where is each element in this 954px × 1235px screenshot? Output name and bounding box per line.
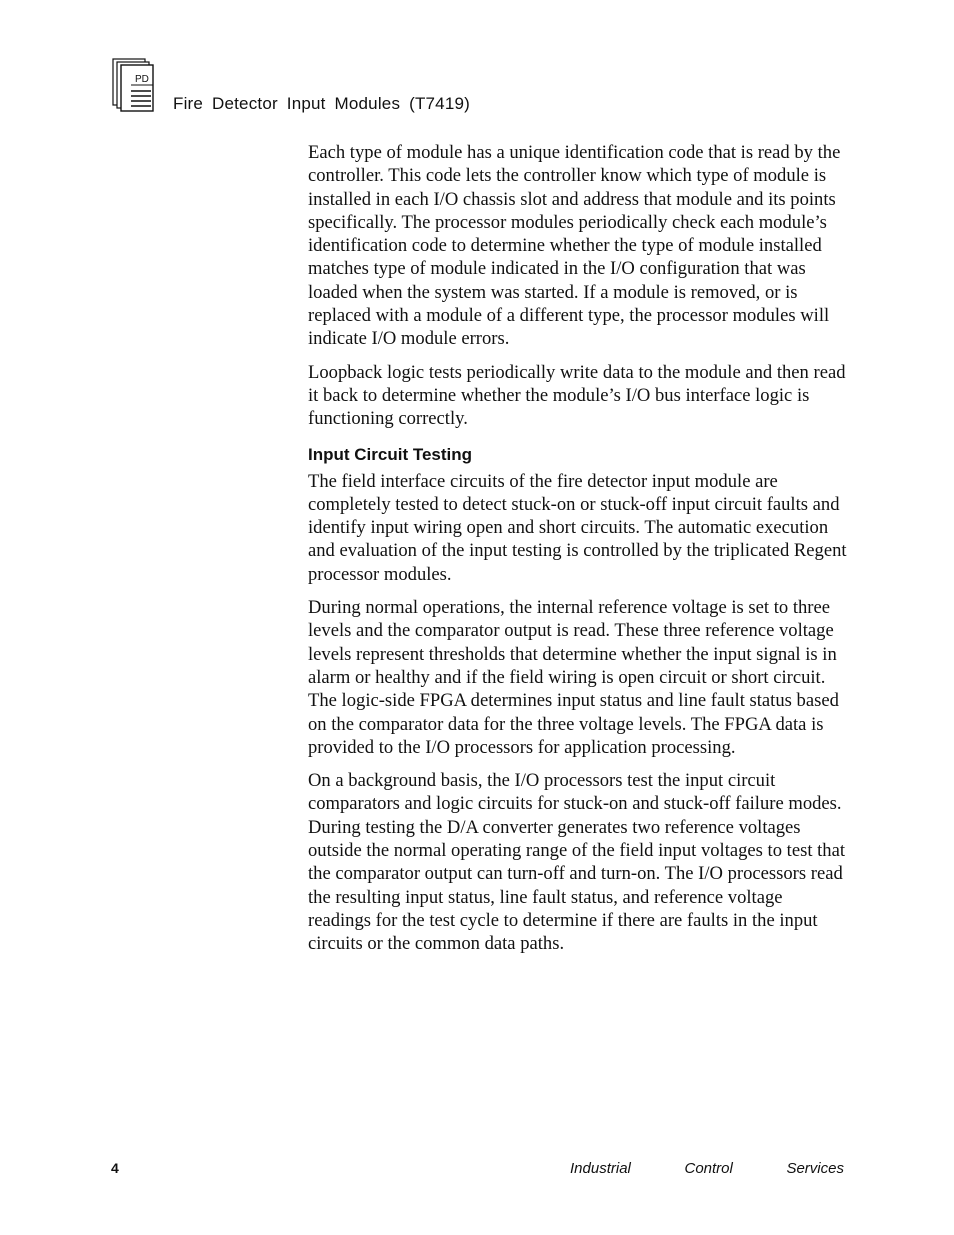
page-number: 4 bbox=[111, 1160, 119, 1176]
paragraph-normal-operations: During normal operations, the internal reference voltage is set to three levels and the comparator output is read. These three reference voltage levels represent thresholds that determine whether the input signal is in alarm or healthy and if the field wiring is open circuit or short circuit. The logic-side FPGA determines input status and line fault status based on the comparator data for the three voltage levels. The FPGA data is provided to the I/O processors for application processing. bbox=[308, 597, 839, 758]
footer-brand bbox=[570, 1160, 844, 1177]
logo-text: PD bbox=[135, 74, 149, 85]
paragraph-background-testing: On a background basis, the I/O processors test the input circuit comparators and logic circuits for stuck-on and stuck-off failure modes. During testing the D/A converter generates two reference voltages outside the normal operating range of the field input voltages to test that the comparator output can turn-off and turn-on. The I/O processors read the resulting input status, line fault status, and reference voltage readings for the test cycle to determine if there are faults in the input circuits or the common data paths. bbox=[308, 770, 846, 955]
document-stack-icon bbox=[112, 58, 156, 112]
paragraph-module-id-code: Each type of module has a unique identification code that is read by the controller. This code lets the controller know which type of module is installed in each I/O chassis slot and address that module and its points specifically. The processor modules periodically check each module’s identification code to determine whether the type of module installed matches type of module indicated in the I/O configuration that was loaded when the system was started. If a module is removed, or is replaced with a module of a different type, the processor modules will indicate I/O module errors. bbox=[308, 142, 841, 350]
section-heading: Input Circuit Testing bbox=[308, 444, 473, 464]
footer-brand-word: Industrial bbox=[570, 1160, 631, 1177]
body-content bbox=[308, 141, 848, 966]
page-header-title: Fire Detector Input Modules (T7419) bbox=[173, 94, 471, 113]
footer-brand-word: Services bbox=[786, 1160, 844, 1177]
paragraph-field-interface: The field interface circuits of the fire detector input module are completely tested to detect stuck-on or stuck-off input circuit faults and identify input wiring open and short circuits. The automatic execution and evaluation of the input testing is controlled by the triplicated Regent processor modules. bbox=[308, 470, 847, 585]
paragraph-loopback-logic: Loopback logic tests periodically write data to the module and then read it back to determine whether the module’s I/O bus interface logic is functioning correctly. bbox=[308, 361, 846, 430]
footer-brand-word: Control bbox=[684, 1160, 733, 1177]
